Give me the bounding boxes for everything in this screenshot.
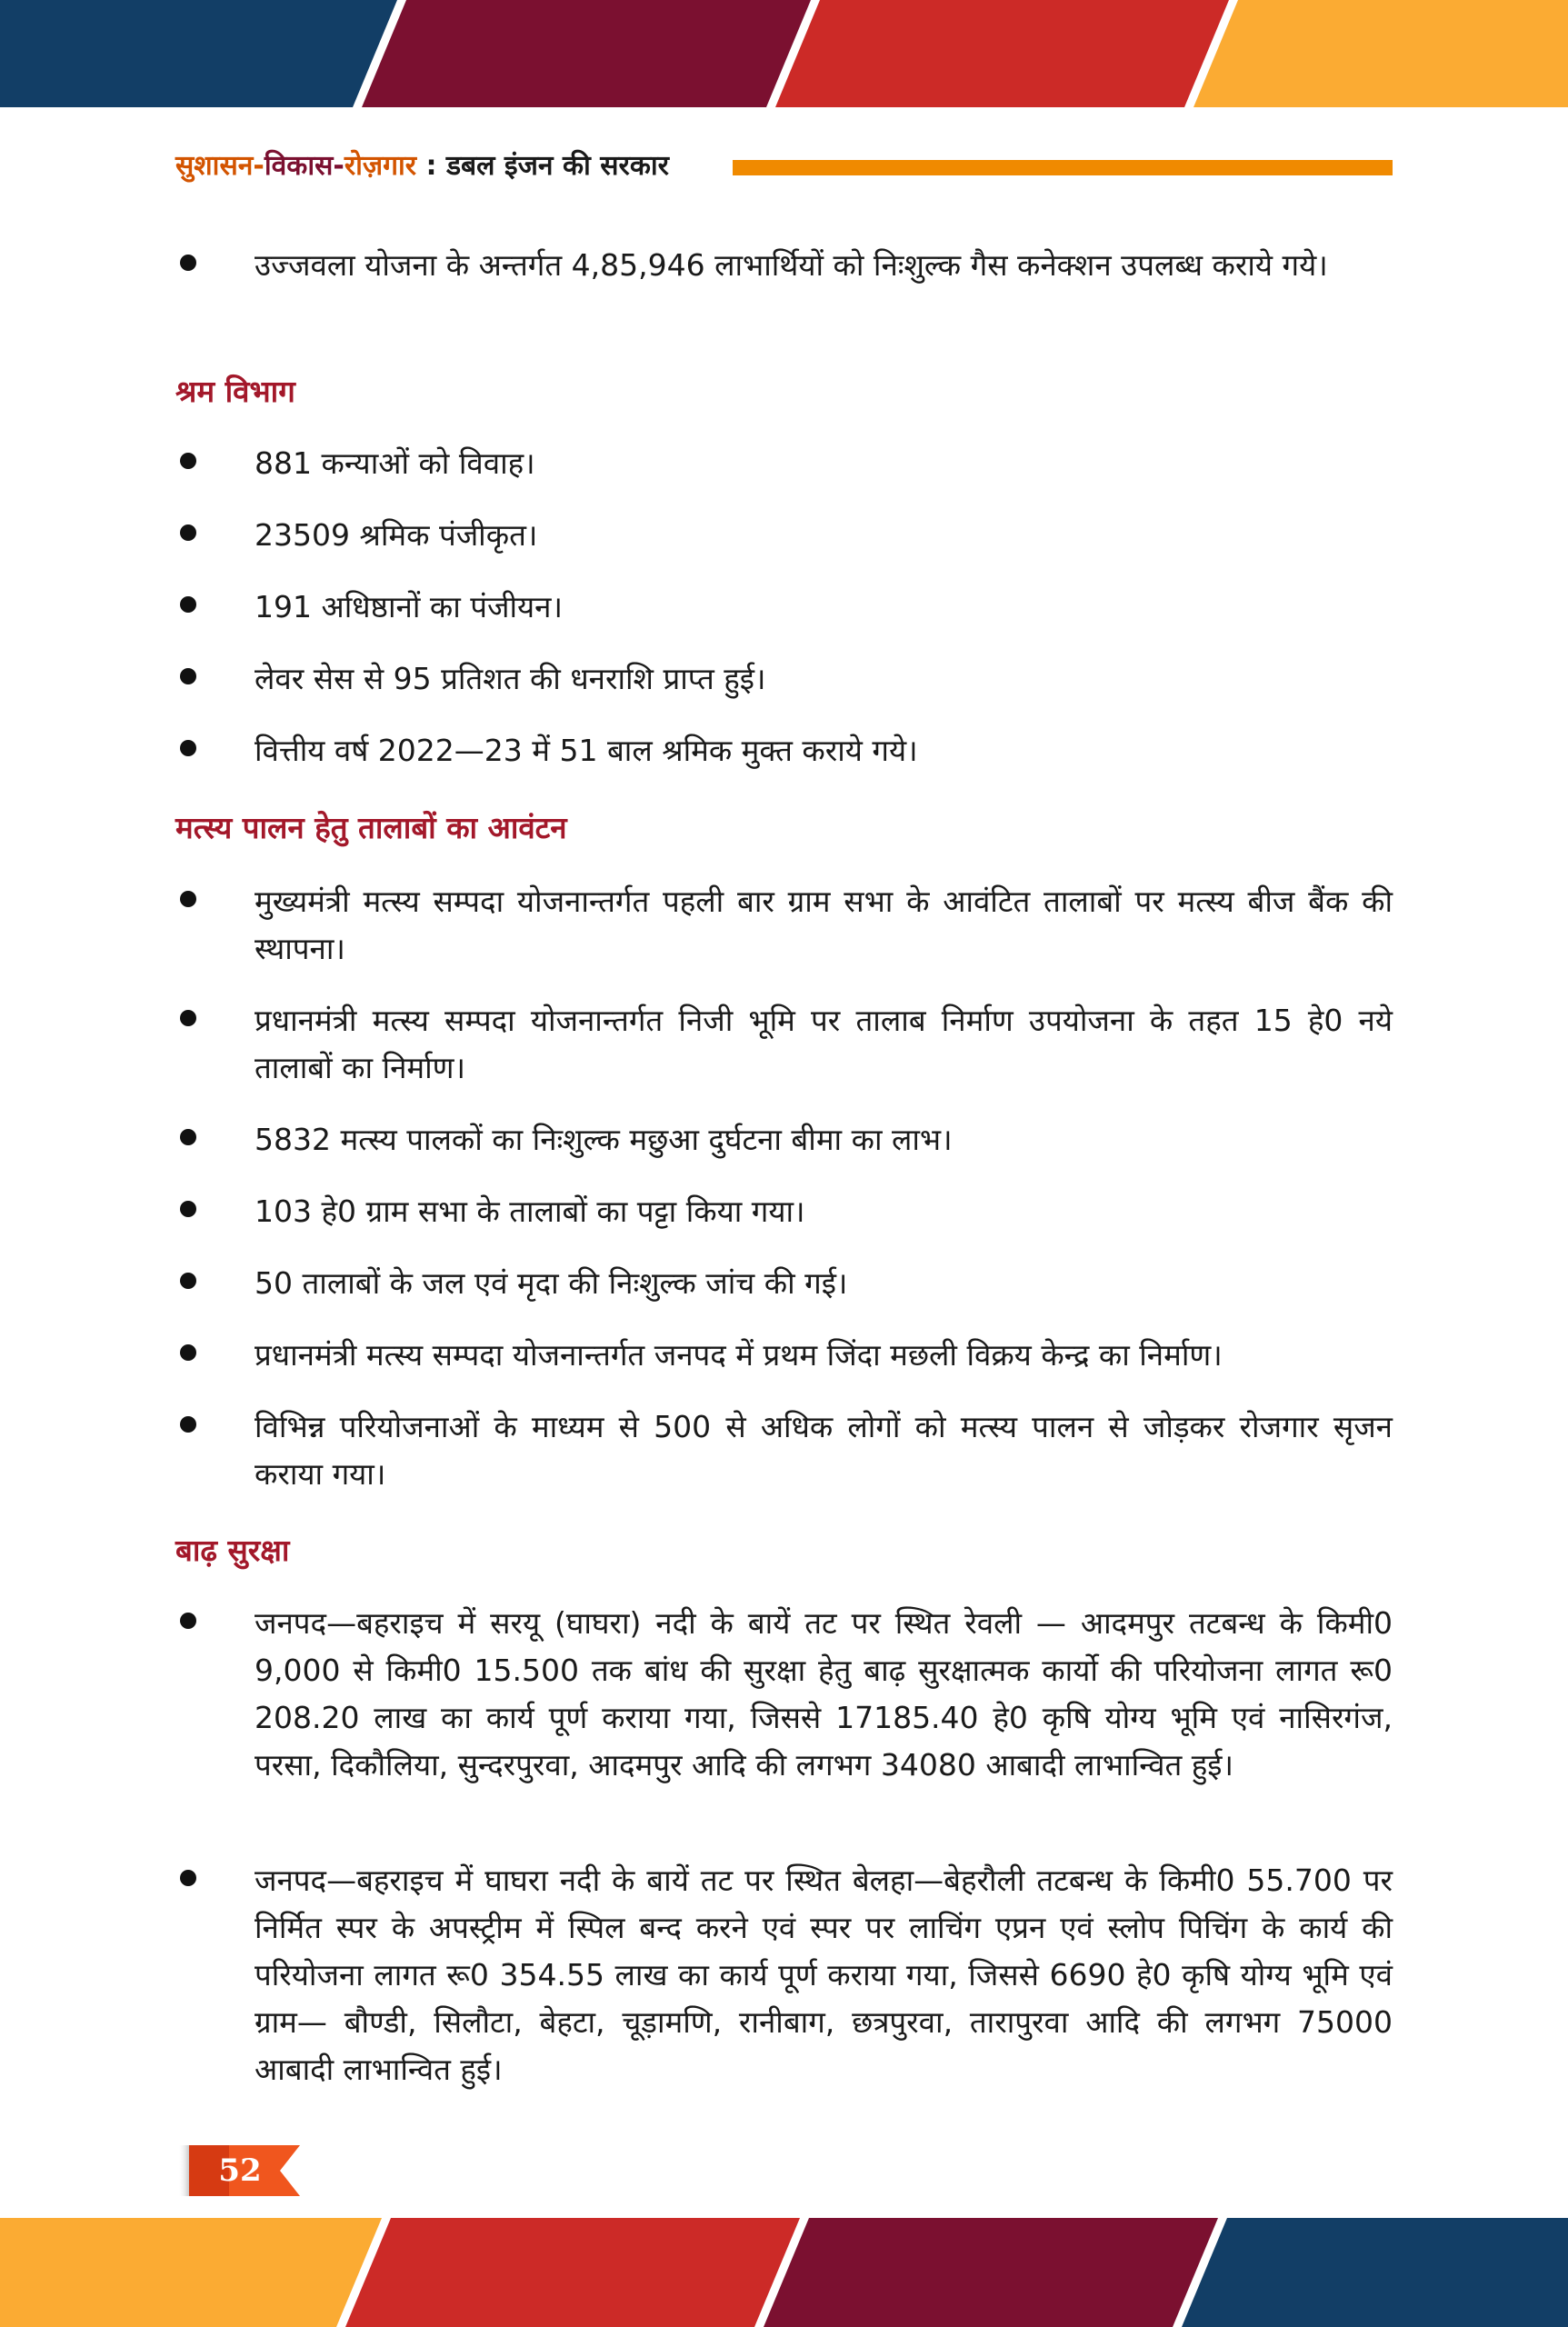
list-item: [180, 1857, 1393, 2093]
list-item-text: उज्जवला योजना के अन्तर्गत 4,85,946 लाभार्थियों को निःशुल्क गैस कनेक्शन उपलब्ध कराये गये।: [255, 247, 1328, 283]
bullet-icon: [180, 1613, 196, 1629]
bullet-icon: [180, 891, 196, 907]
header-title-part-3: रोज़गार: [344, 150, 417, 182]
bottom-color-band: [0, 2218, 1568, 2327]
section-heading-fisheries: मत्स्य पालन हेतु तालाबों का आवंटन: [175, 810, 567, 845]
header-title-part-4: : डबल इंजन की सरकार: [416, 150, 669, 182]
bullet-icon: [180, 524, 196, 541]
bullet-icon: [180, 1416, 196, 1433]
section-heading-labour: श्रम विभाग: [175, 374, 295, 409]
list-item: [180, 242, 1393, 289]
header-title-part-2: विकास-: [264, 150, 345, 182]
list-item-text: 881 कन्याओं को विवाह।: [255, 445, 535, 481]
list-item: [180, 1260, 1393, 1307]
list-item: [180, 997, 1393, 1092]
section-heading-flood-protection: बाढ़ सुरक्षा: [175, 1533, 290, 1568]
list-item-text: मुख्यमंत्री मत्स्य सम्पदा योजनान्तर्गत पहली बार ग्राम सभा के आवंटित तालाबों पर मत्स्य बीज बैंक की स्थापना।: [255, 884, 1393, 966]
list-item: [180, 512, 1393, 559]
list-item: [180, 655, 1393, 703]
bullet-icon: [180, 1344, 196, 1361]
list-item-text: प्रधानमंत्री मत्स्य सम्पदा योजनान्तर्गत जनपद में प्रथम जिंदा मछली विक्रय केन्द्र का निर्माण।: [255, 1337, 1223, 1373]
bullet-icon: [180, 1201, 196, 1217]
list-item: [180, 440, 1393, 487]
list-item-text: 50 तालाबों के जल एवं मृदा की निःशुल्क जांच की गई।: [255, 1265, 848, 1301]
list-item: [180, 584, 1393, 631]
list-item: [180, 727, 1393, 774]
list-item-text: विभिन्न परियोजनाओं के माध्यम से 500 से अधिक लोगों को मत्स्य पालन से जोड़कर रोजगार सृजन कराया गया।: [255, 1409, 1393, 1492]
bullet-icon: [180, 740, 196, 756]
list-item-text: 23509 श्रमिक पंजीकृत।: [255, 517, 538, 553]
header-title-part-1: सुशासन-: [175, 150, 265, 182]
list-item: [180, 1403, 1393, 1498]
bullet-icon: [180, 453, 196, 469]
running-header-title: [175, 145, 669, 187]
page-number: 52: [218, 2152, 262, 2189]
bullet-icon: [180, 1273, 196, 1289]
top-color-band: [0, 0, 1568, 107]
list-item-text: वित्तीय वर्ष 2022—23 में 51 बाल श्रमिक मुक्त कराये गये।: [255, 733, 918, 768]
list-item: [180, 1188, 1393, 1235]
bullet-icon: [180, 1010, 196, 1026]
list-item-text: लेवर सेस से 95 प्रतिशत की धनराशि प्राप्त हुई।: [255, 661, 766, 696]
list-item: [180, 1116, 1393, 1164]
list-item-text: जनपद—बहराइच में घाघरा नदी के बायें तट पर स्थित बेलहा—बेहरौली तटबन्ध के किमी0 55.700 पर निर्मित स्पर के अपस्ट्रीम में स्पिल बन्द करने एवं स्पर पर लाचिंग एप्रन एवं स्लोप पिचिंग के कार्य की परियोजना लागत रू0 354.55 लाख का कार्य पूर्ण कराया गया, जिससे 6690 हे0 कृषि योग्य भूमि एवं ग्राम— बौण्डी, सिलौटा, बेहटा, चूड़ामणि, रानीबाग, छत्रपुरवा, तारापुरवा आदि की लगभग 75000 आबादी लाभान्वित हुई।: [255, 1863, 1393, 2087]
bullet-icon: [180, 255, 196, 271]
page-number-badge: [178, 2145, 301, 2196]
list-item-text: 5832 मत्स्य पालकों का निःशुल्क मछुआ दुर्घटना बीमा का लाभ।: [255, 1122, 953, 1157]
list-item: [180, 1332, 1393, 1379]
list-item-text: प्रधानमंत्री मत्स्य सम्पदा योजनान्तर्गत निजी भूमि पर तालाब निर्माण उपयोजना के तहत 15 हे0 नये तालाबों का निर्माण।: [255, 1003, 1393, 1085]
list-item: [180, 878, 1393, 973]
list-item-text: 103 हे0 ग्राम सभा के तालाबों का पट्टा किया गया।: [255, 1193, 805, 1229]
bullet-icon: [180, 596, 196, 613]
bullet-icon: [180, 668, 196, 684]
list-item-text: जनपद—बहराइच में सरयू (घाघरा) नदी के बायें तट पर स्थित रेवली — आदमपुर तटबन्ध के किमी0 9,000 से किमी0 15.500 तक बांध की सुरक्षा हेतु बाढ़ सुरक्षात्मक कार्यो की परियोजना लागत रू0 208.20 लाख का कार्य पूर्ण कराया गया, जिससे 17185.40 हे0 कृषि योग्य भूमि एवं नासिरगंज, परसा, दिकौलिया, सुन्दरपुरवा, आदमपुर आदि की लगभग 34080 आबादी लाभान्वित हुई।: [255, 1605, 1393, 1783]
list-item-text: 191 अधिष्ठानों का पंजीयन।: [255, 589, 563, 624]
header-rule: [733, 160, 1393, 175]
bullet-icon: [180, 1129, 196, 1145]
bullet-icon: [180, 1870, 196, 1886]
list-item: [180, 1600, 1393, 1789]
